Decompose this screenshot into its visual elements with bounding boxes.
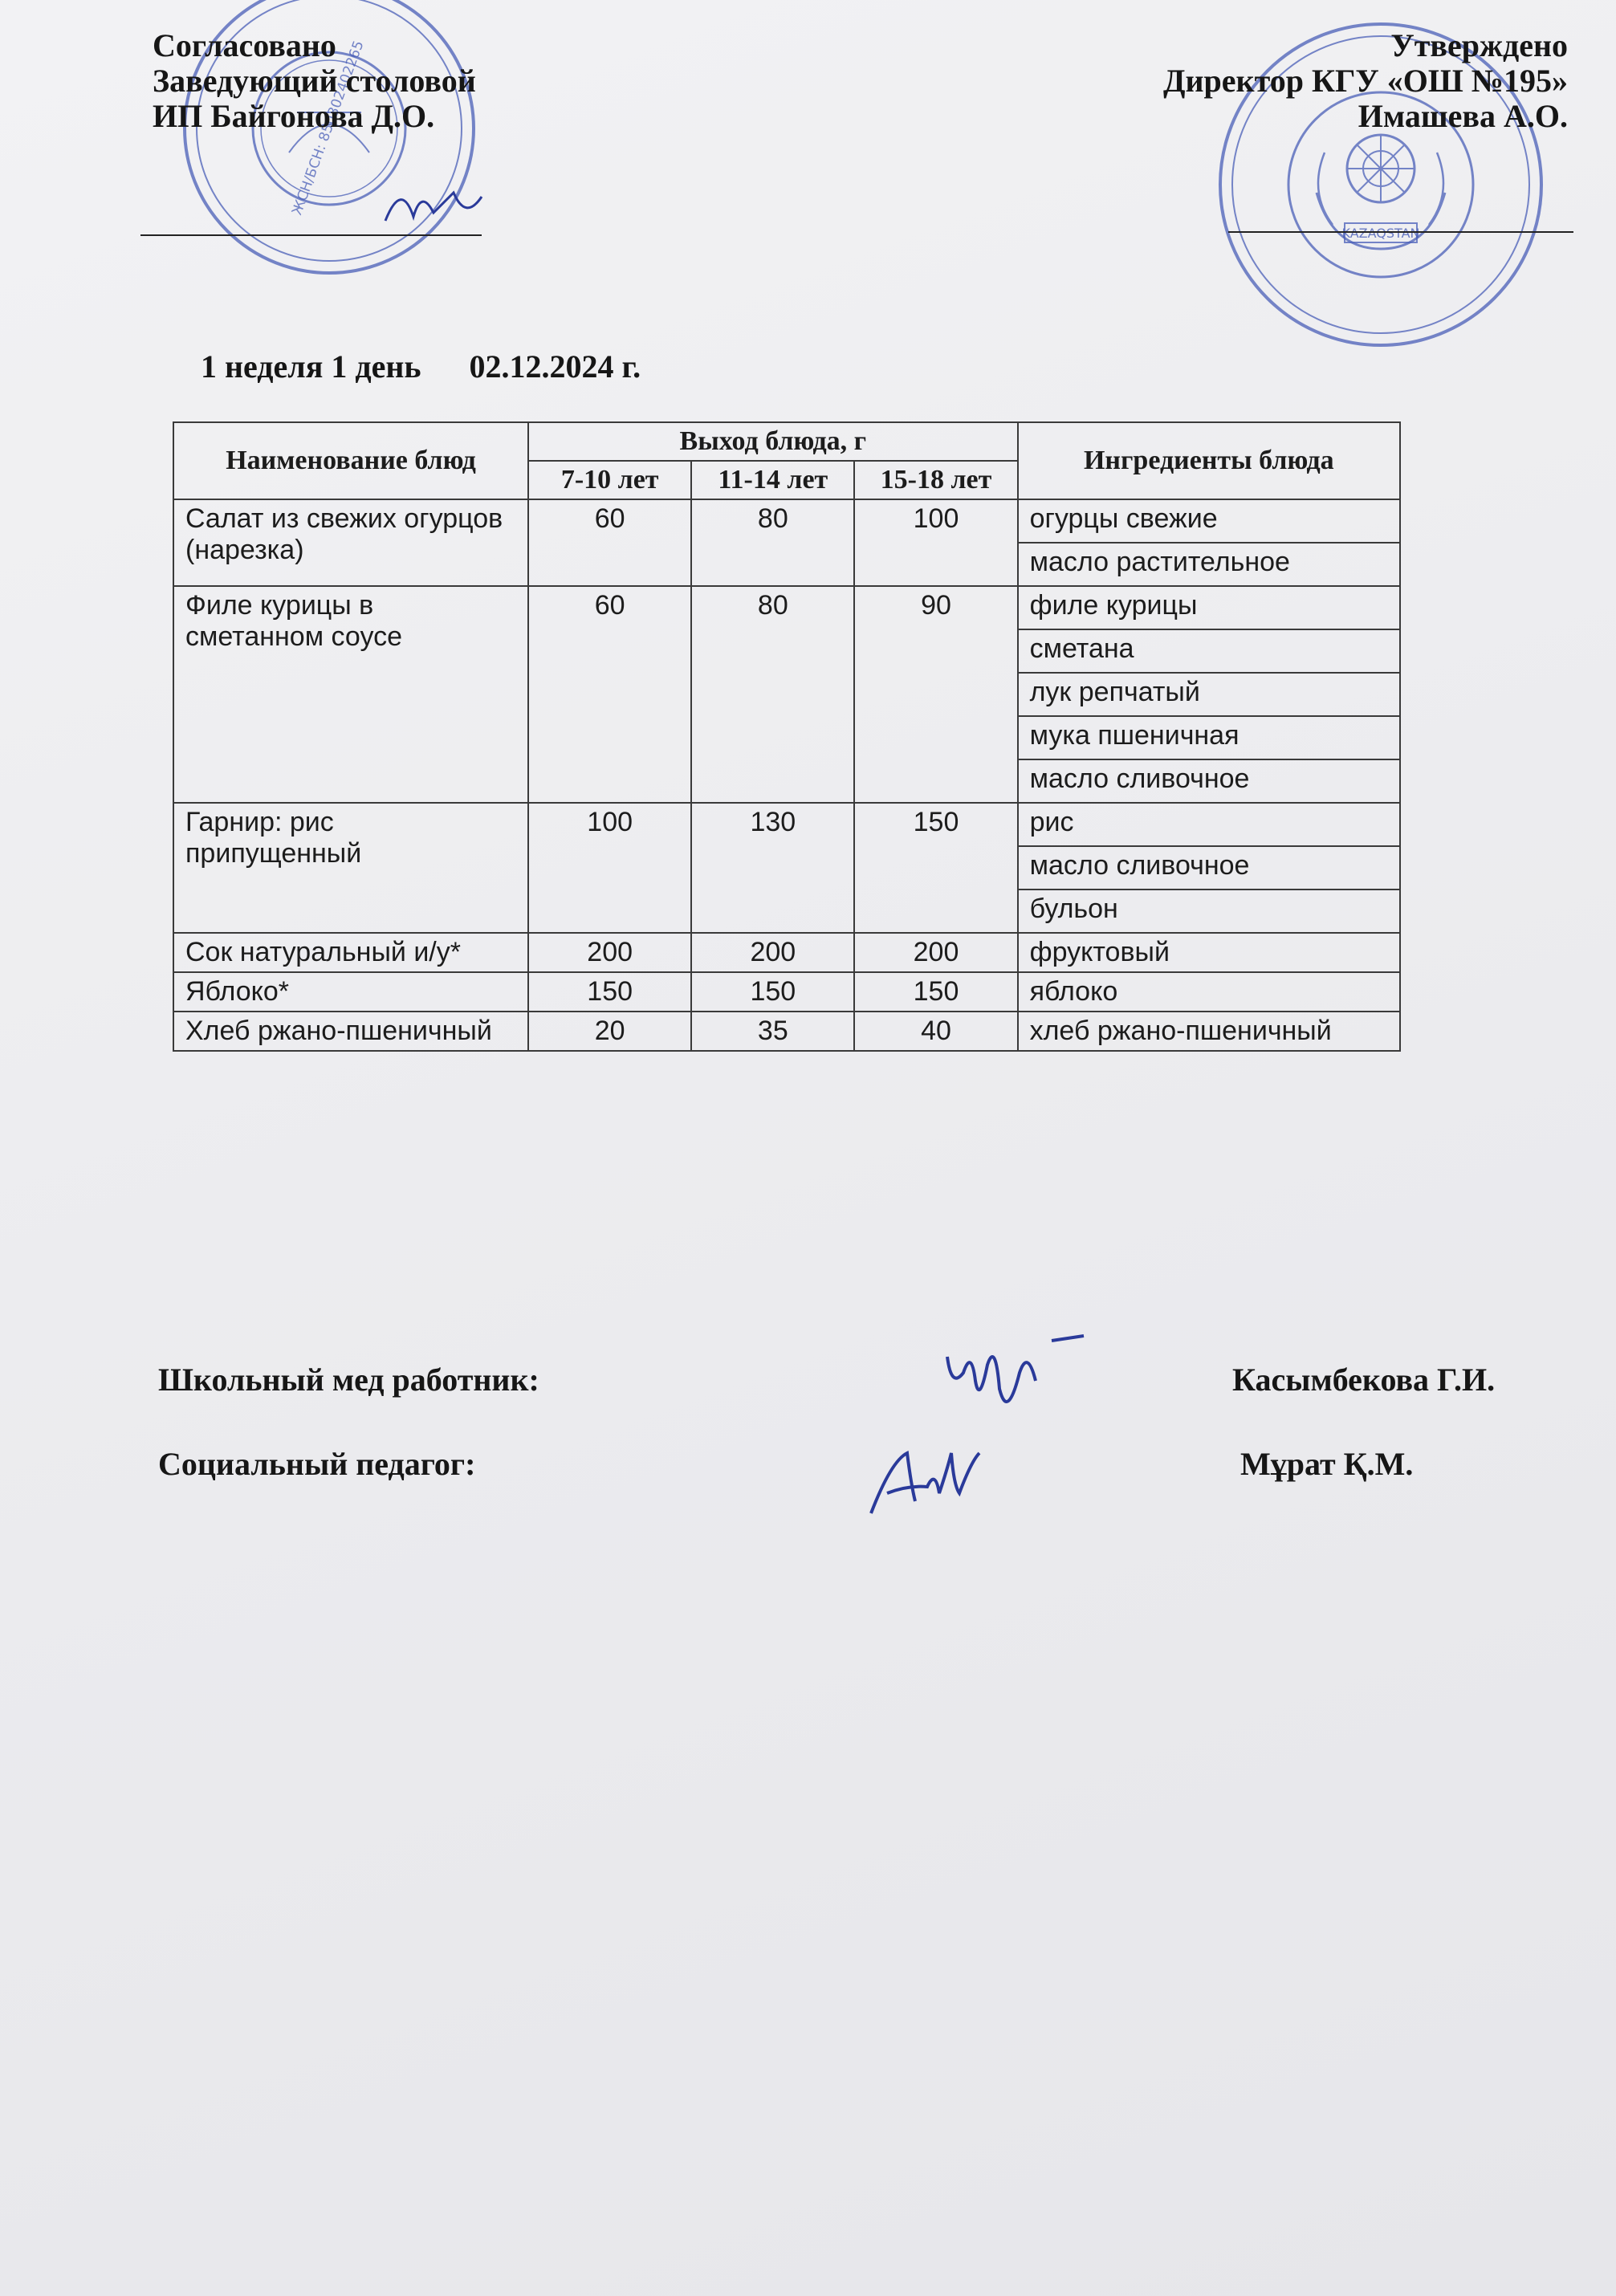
portion-15-18: 200 (854, 933, 1017, 972)
dish-name: Хлеб ржано-пшеничный (173, 1012, 528, 1051)
portion-7-10: 100 (528, 803, 691, 933)
portion-11-14: 80 (691, 586, 854, 803)
col-header-age-15-18: 15-18 лет (854, 461, 1017, 499)
portion-15-18: 150 (854, 972, 1017, 1012)
portion-11-14: 80 (691, 499, 854, 586)
portion-7-10: 60 (528, 499, 691, 586)
nurse-name: Касымбекова Г.И. (1232, 1362, 1496, 1398)
social-pedagogue-label: Социальный педагог: (158, 1446, 476, 1482)
ingredient: фруктовый (1018, 933, 1400, 972)
ingredient: огурцы свежие (1018, 499, 1400, 543)
ingredient: бульон (1018, 889, 1400, 933)
col-header-ingredients: Ингредиенты блюда (1018, 422, 1400, 499)
dish-name: Сок натуральный и/у* (173, 933, 528, 972)
ingredient: хлеб ржано-пшеничный (1018, 1012, 1400, 1051)
director-title: Директор КГУ «ОШ №195» (1162, 63, 1568, 99)
ingredient: рис (1018, 803, 1400, 846)
ingredient: филе курицы (1018, 586, 1400, 629)
approved-label: Утверждено (1390, 27, 1568, 63)
nurse-signature (931, 1325, 1092, 1429)
approval-block-right (1163, 28, 1568, 134)
ingredient: сметана (1018, 629, 1400, 673)
ingredient: масло сливочное (1018, 759, 1400, 803)
table-row (173, 933, 1400, 972)
portion-11-14: 130 (691, 803, 854, 933)
social-pedagogue-signature (859, 1437, 1012, 1525)
table-row (173, 499, 1400, 543)
week-day-label: 1 неделя 1 день (201, 348, 421, 385)
table-row (173, 803, 1400, 846)
portion-11-14: 150 (691, 972, 854, 1012)
dish-name: Салат из свежих огурцов (нарезка) (173, 499, 528, 586)
nurse-label: Школьный мед работник: (158, 1362, 539, 1398)
ingredient: мука пшеничная (1018, 716, 1400, 759)
canteen-manager-title: Заведующий столовой (153, 63, 476, 99)
portion-15-18: 100 (854, 499, 1017, 586)
dish-name: Гарнир: рис припущенный (173, 803, 528, 933)
portion-7-10: 60 (528, 586, 691, 803)
ingredient: масло сливочное (1018, 846, 1400, 889)
portion-15-18: 40 (854, 1012, 1017, 1051)
col-header-age-7-10: 7-10 лет (528, 461, 691, 499)
table-row (173, 586, 1400, 629)
menu-date-line (201, 348, 689, 385)
portion-15-18: 90 (854, 586, 1017, 803)
ingredient: лук репчатый (1018, 673, 1400, 716)
left-stamp-text: ЖСН/БСН: 850302402265 (289, 39, 368, 218)
col-header-output: Выход блюда, г (528, 422, 1018, 461)
right-signature-line (1228, 231, 1573, 233)
agreed-label: Согласовано (153, 27, 336, 63)
canteen-manager-name: ИП Байгонова Д.О. (153, 98, 435, 134)
col-header-age-11-14: 11-14 лет (691, 461, 854, 499)
portion-7-10: 20 (528, 1012, 691, 1051)
manager-signature (377, 173, 498, 237)
approval-block-left (153, 28, 476, 134)
director-name: Имашева А.О. (1358, 98, 1568, 134)
table-row (173, 972, 1400, 1012)
portion-7-10: 150 (528, 972, 691, 1012)
social-pedagogue-name: Мұрат Қ.М. (1240, 1446, 1414, 1482)
right-stamp-text: KAZAQSTAN (1341, 226, 1420, 241)
menu-date: 02.12.2024 г. (469, 348, 641, 385)
dish-name: Филе курицы в сметанном соусе (173, 586, 528, 803)
portion-15-18: 150 (854, 803, 1017, 933)
portion-11-14: 200 (691, 933, 854, 972)
ingredient: яблоко (1018, 972, 1400, 1012)
portion-7-10: 200 (528, 933, 691, 972)
menu-table (173, 421, 1401, 1052)
dish-name: Яблоко* (173, 972, 528, 1012)
ingredient: масло растительное (1018, 543, 1400, 586)
portion-11-14: 35 (691, 1012, 854, 1051)
table-row (173, 1012, 1400, 1051)
col-header-dish-name: Наименование блюд (173, 422, 528, 499)
